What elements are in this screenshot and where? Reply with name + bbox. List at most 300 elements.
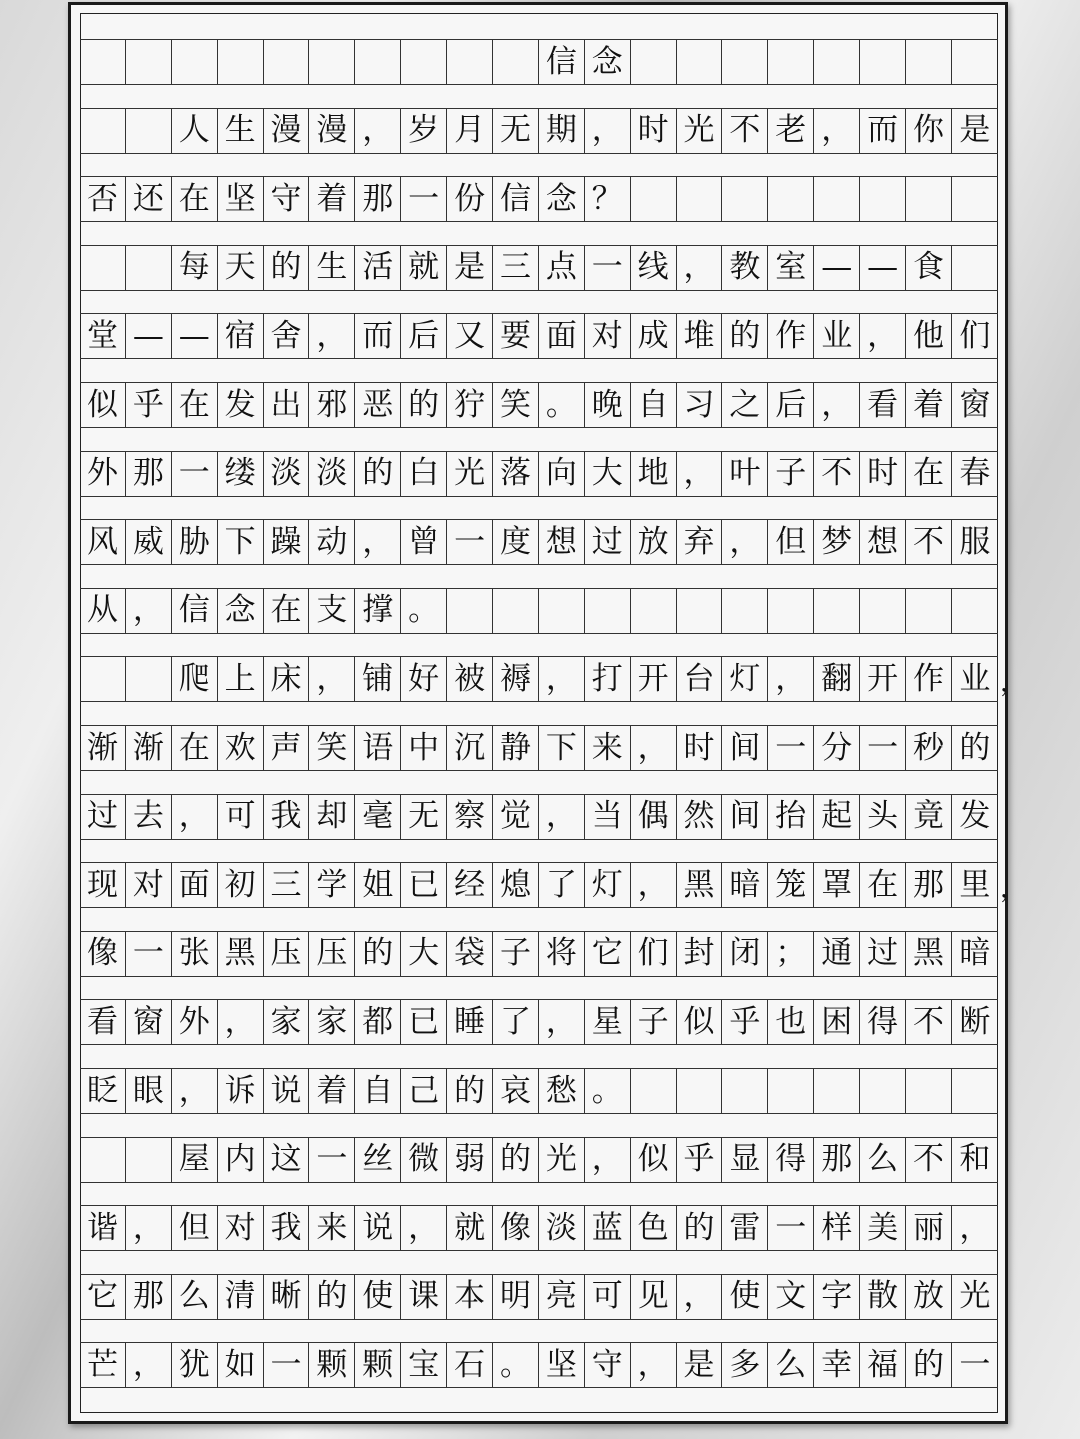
- grid-cell: 床: [264, 657, 310, 701]
- grid-cell: 邪: [309, 383, 355, 427]
- grid-cell: ，: [539, 657, 585, 701]
- grid-cell: 内: [218, 1138, 264, 1182]
- grid-cell: [80, 1138, 126, 1182]
- grid-cell: 发: [959, 798, 991, 835]
- grid-cell: 过: [860, 932, 906, 976]
- grid-cell: 然: [677, 795, 723, 839]
- grid-cell: 分: [814, 726, 860, 770]
- grid-cell: 念: [585, 40, 631, 84]
- grid-cell: [952, 246, 998, 290]
- grid-cell: ，: [539, 1000, 585, 1044]
- grid-cell: [80, 40, 126, 84]
- grid-cell: 无: [401, 795, 447, 839]
- grid-cell: 似: [677, 1000, 723, 1044]
- grid-cell: 一: [447, 520, 493, 564]
- grid-cell: ，: [860, 314, 906, 358]
- grid-cell: 也: [768, 1000, 814, 1044]
- grid-cell: [860, 40, 906, 84]
- grid-cell: 褥: [493, 657, 539, 701]
- grid-cell: ，: [585, 109, 631, 153]
- grid-cell: 下: [539, 726, 585, 770]
- grid-cell: [493, 40, 539, 84]
- grid-cell: [952, 40, 998, 84]
- grid-cell: 使: [355, 1275, 401, 1319]
- grid-cell: 落: [493, 452, 539, 496]
- grid-cell: 过: [80, 795, 126, 839]
- grid-cell: 张: [172, 932, 218, 976]
- grid-cell: 它: [585, 932, 631, 976]
- grid-cell: 雷: [722, 1206, 768, 1250]
- grid-cell: 生: [218, 109, 264, 153]
- grid-cell: [447, 589, 493, 633]
- grid-cell: ？: [585, 177, 631, 221]
- grid-cell: 灯: [585, 863, 631, 907]
- text-row: [80, 999, 998, 1045]
- grid-cell: 压: [309, 932, 355, 976]
- grid-cell: [172, 40, 218, 84]
- grid-cell: [768, 1069, 814, 1113]
- grid-cell: 屋: [172, 1138, 218, 1182]
- grid-cell: 里: [959, 866, 991, 903]
- grid-cell: 察: [447, 795, 493, 839]
- grid-cell: —: [172, 314, 218, 358]
- grid-cell: 胁: [172, 520, 218, 564]
- grid-cell: 压: [264, 932, 310, 976]
- grid-cell: 们: [959, 317, 991, 354]
- grid-cell: 念: [218, 589, 264, 633]
- grid-cell: 想: [860, 520, 906, 564]
- grid-cell: 么: [768, 1343, 814, 1387]
- grid-cell: [768, 40, 814, 84]
- grid-cell: 课: [401, 1275, 447, 1319]
- grid-cell: 可: [585, 1275, 631, 1319]
- grid-cell: 不: [814, 452, 860, 496]
- grid-cell: 缕: [218, 452, 264, 496]
- grid-cell: 宿: [218, 314, 264, 358]
- grid-cell: 的: [355, 932, 401, 976]
- grid-cell: 在: [860, 863, 906, 907]
- grid-cell: 乎: [126, 383, 172, 427]
- grid-cell: 都: [355, 1000, 401, 1044]
- grid-cell: 人: [172, 109, 218, 153]
- grid-cell: 梦: [814, 520, 860, 564]
- grid-cell: ；: [768, 932, 814, 976]
- grid-cell: 成: [631, 314, 677, 358]
- grid-cell: 觉: [493, 795, 539, 839]
- grid-cell: [218, 40, 264, 84]
- grid-cell: 信: [493, 177, 539, 221]
- grid-cell: 文: [768, 1275, 814, 1319]
- grid-cell: [768, 589, 814, 633]
- grid-cell: 的: [309, 1275, 355, 1319]
- grid-cell: 无: [493, 109, 539, 153]
- grid-cell: 室: [768, 246, 814, 290]
- grid-cell: [585, 589, 631, 633]
- grid-cell: [126, 1138, 172, 1182]
- grid-cell: 否: [80, 177, 126, 221]
- text-row: [80, 725, 998, 771]
- grid-cell: 下: [218, 520, 264, 564]
- grid-cell: 堂: [80, 314, 126, 358]
- grid-cell: [906, 1069, 952, 1113]
- grid-cell: ，: [631, 726, 677, 770]
- grid-cell: 。: [585, 1069, 631, 1113]
- text-row: [80, 1068, 998, 1114]
- grid-cell: 爬: [172, 657, 218, 701]
- grid-cell: ，: [126, 1206, 172, 1250]
- grid-cell: [631, 40, 677, 84]
- grid-cell: —: [126, 314, 172, 358]
- grid-cell: 对: [126, 863, 172, 907]
- grid-cell: ，: [722, 520, 768, 564]
- grid-cell: 黑: [677, 863, 723, 907]
- grid-cell: 打: [585, 657, 631, 701]
- grid-cell: ，: [309, 657, 355, 701]
- grid-cell: 学: [309, 863, 355, 907]
- grid-cell: 现: [80, 863, 126, 907]
- grid-cell: 那: [126, 452, 172, 496]
- grid-cell: ，: [814, 383, 860, 427]
- grid-cell: 是: [447, 246, 493, 290]
- grid-cell: ，: [401, 1206, 447, 1250]
- grid-cell: 黑: [906, 932, 952, 976]
- grid-cell: ，: [631, 1343, 677, 1387]
- grid-cell: 淡: [264, 452, 310, 496]
- grid-cell: 通: [814, 932, 860, 976]
- grid-cell: 。: [493, 1343, 539, 1387]
- grid-cell: [401, 40, 447, 84]
- grid-cell: [860, 177, 906, 221]
- grid-cell: ，: [677, 246, 723, 290]
- grid-cell: 微: [401, 1138, 447, 1182]
- grid-cell: 去: [126, 795, 172, 839]
- grid-cell: 子: [631, 1000, 677, 1044]
- title-row: [80, 39, 998, 85]
- grid-cell: 得: [860, 1000, 906, 1044]
- grid-cell: 着: [309, 177, 355, 221]
- grid-cell: 而: [355, 314, 401, 358]
- text-row: [80, 931, 998, 977]
- grid-cell: 从: [80, 589, 126, 633]
- grid-cell: 宝: [401, 1343, 447, 1387]
- grid-cell: 。: [539, 383, 585, 427]
- grid-cell: [814, 177, 860, 221]
- grid-cell: 淡: [309, 452, 355, 496]
- grid-cell: 生: [309, 246, 355, 290]
- text-row: [80, 794, 998, 840]
- grid-cell: 来: [585, 726, 631, 770]
- grid-cell: [952, 589, 998, 633]
- grid-cell: 颗: [309, 1343, 355, 1387]
- grid-cell: 三: [493, 246, 539, 290]
- grid-cell: 每: [172, 246, 218, 290]
- grid-cell: 像: [80, 932, 126, 976]
- grid-cell: 字: [814, 1275, 860, 1319]
- grid-cell: 间: [722, 726, 768, 770]
- grid-cell: 一: [264, 1343, 310, 1387]
- grid-cell: 笑: [309, 726, 355, 770]
- grid-cell: 光: [959, 1278, 991, 1315]
- grid-cell: [309, 40, 355, 84]
- grid-cell: 丽: [906, 1206, 952, 1250]
- grid-cell: 的: [493, 1138, 539, 1182]
- grid-cell: 笑: [493, 383, 539, 427]
- grid-cell: 黑: [218, 932, 264, 976]
- grid-cell: 那: [906, 863, 952, 907]
- grid-cell: 沉: [447, 726, 493, 770]
- grid-cell: 一: [768, 1206, 814, 1250]
- grid-cell: 支: [309, 589, 355, 633]
- grid-cell: 蓝: [585, 1206, 631, 1250]
- grid-cell: 颗: [355, 1343, 401, 1387]
- grid-cell: 守: [264, 177, 310, 221]
- grid-cell: 作: [906, 657, 952, 701]
- grid-cell: 舍: [264, 314, 310, 358]
- grid-cell: 子: [768, 452, 814, 496]
- text-row: [80, 588, 998, 634]
- grid-cell: ，: [355, 109, 401, 153]
- grid-cell: ，: [126, 589, 172, 633]
- grid-cell: 恶: [355, 383, 401, 427]
- grid-cell: [952, 1069, 998, 1113]
- grid-cell: [677, 40, 723, 84]
- grid-cell: 月: [447, 109, 493, 153]
- grid-cell: 明: [493, 1275, 539, 1319]
- grid-cell: 的: [677, 1206, 723, 1250]
- grid-cell: [80, 657, 126, 701]
- grid-cell: 眨: [80, 1069, 126, 1113]
- grid-cell: 念: [539, 177, 585, 221]
- grid-cell: ，: [126, 1343, 172, 1387]
- overflow-punctuation: ，: [1000, 668, 1027, 699]
- grid-cell: 光: [677, 109, 723, 153]
- grid-cell: 叶: [722, 452, 768, 496]
- grid-cell: 你: [906, 109, 952, 153]
- grid-cell: 。: [401, 589, 447, 633]
- grid-cell: 抬: [768, 795, 814, 839]
- grid-cell: 后: [768, 383, 814, 427]
- grid-cell: 信: [539, 40, 585, 84]
- grid-cell: [493, 589, 539, 633]
- grid-cell: [768, 177, 814, 221]
- grid-cell: 说: [355, 1206, 401, 1250]
- grid-cell: 一: [768, 726, 814, 770]
- grid-cell: [906, 589, 952, 633]
- grid-cell: 在: [172, 726, 218, 770]
- grid-cell: 么: [860, 1138, 906, 1182]
- grid-cell: 要: [493, 314, 539, 358]
- grid-cell: 业: [814, 314, 860, 358]
- grid-cell: 的: [722, 314, 768, 358]
- grid-cell: 子: [493, 932, 539, 976]
- grid-cell: 来: [309, 1206, 355, 1250]
- grid-cell: 风: [80, 520, 126, 564]
- grid-cell: 本: [447, 1275, 493, 1319]
- grid-cell: 自: [631, 383, 677, 427]
- grid-cell: 我: [264, 795, 310, 839]
- grid-cell: 发: [218, 383, 264, 427]
- grid-cell: [906, 177, 952, 221]
- grid-cell: 一: [860, 726, 906, 770]
- grid-cell: 的: [264, 246, 310, 290]
- grid-cell: [126, 109, 172, 153]
- grid-cell: 他: [906, 314, 952, 358]
- grid-cell: 可: [218, 795, 264, 839]
- grid-cell: [722, 589, 768, 633]
- grid-cell: 己: [401, 1069, 447, 1113]
- grid-cell: 放: [906, 1275, 952, 1319]
- grid-cell: 面: [539, 314, 585, 358]
- grid-cell: [860, 589, 906, 633]
- grid-cell: 台: [677, 657, 723, 701]
- text-row: [80, 176, 998, 222]
- grid-cell: ，: [959, 1209, 991, 1246]
- grid-cell: 不: [906, 520, 952, 564]
- grid-cell: 初: [218, 863, 264, 907]
- grid-cell: 漫: [264, 109, 310, 153]
- grid-cell: 守: [585, 1343, 631, 1387]
- grid-cell: 样: [814, 1206, 860, 1250]
- grid-cell: 了: [493, 1000, 539, 1044]
- grid-cell: 的: [401, 383, 447, 427]
- grid-cell: 在: [906, 452, 952, 496]
- grid-cell: ，: [631, 863, 677, 907]
- grid-cell: 竟: [906, 795, 952, 839]
- grid-cell: 一: [172, 452, 218, 496]
- grid-cell: 期: [539, 109, 585, 153]
- grid-cell: 晰: [264, 1275, 310, 1319]
- grid-cell: 家: [264, 1000, 310, 1044]
- grid-cell: 那: [814, 1138, 860, 1182]
- grid-cell: [677, 589, 723, 633]
- grid-cell: 但: [172, 1206, 218, 1250]
- grid-cell: —: [814, 246, 860, 290]
- grid-cell: 放: [631, 520, 677, 564]
- grid-cell: 不: [722, 109, 768, 153]
- grid-cell: 弱: [447, 1138, 493, 1182]
- text-row: [80, 108, 998, 154]
- grid-cell: 中: [401, 726, 447, 770]
- overflow-punctuation: ，: [1000, 874, 1027, 905]
- grid-cell: ，: [218, 1000, 264, 1044]
- grid-cell: 已: [401, 1000, 447, 1044]
- grid-cell: 躁: [264, 520, 310, 564]
- grid-cell: 翻: [814, 657, 860, 701]
- grid-cell: [722, 177, 768, 221]
- grid-cell: 出: [264, 383, 310, 427]
- grid-cell: 经: [447, 863, 493, 907]
- grid-cell: 天: [218, 246, 264, 290]
- grid-cell: 时: [631, 109, 677, 153]
- grid-cell: 弃: [677, 520, 723, 564]
- grid-cell: 却: [309, 795, 355, 839]
- grid-cell: 还: [126, 177, 172, 221]
- grid-cell: 们: [631, 932, 677, 976]
- text-row: [80, 313, 998, 359]
- grid-cell: 多: [722, 1343, 768, 1387]
- grid-cell: 诉: [218, 1069, 264, 1113]
- grid-cell: [952, 177, 998, 221]
- grid-cell: 被: [447, 657, 493, 701]
- grid-cell: 业: [959, 660, 991, 697]
- grid-cell: 了: [539, 863, 585, 907]
- grid-cell: [631, 589, 677, 633]
- grid-cell: 声: [264, 726, 310, 770]
- grid-cell: 我: [264, 1206, 310, 1250]
- grid-cell: 像: [493, 1206, 539, 1250]
- grid-cell: ，: [585, 1138, 631, 1182]
- grid-cell: [722, 40, 768, 84]
- grid-cell: 说: [264, 1069, 310, 1113]
- grid-cell: 想: [539, 520, 585, 564]
- grid-cell: 乎: [677, 1138, 723, 1182]
- grid-cell: 食: [906, 246, 952, 290]
- grid-cell: 暗: [959, 935, 991, 972]
- grid-cell: 地: [631, 452, 677, 496]
- grid-cell: ，: [539, 795, 585, 839]
- grid-cell: 着: [906, 383, 952, 427]
- grid-cell: [860, 1069, 906, 1113]
- grid-cell: [355, 40, 401, 84]
- grid-cell: 对: [218, 1206, 264, 1250]
- grid-cell: 开: [631, 657, 677, 701]
- grid-cell: 语: [355, 726, 401, 770]
- text-row: [80, 1342, 998, 1388]
- grid-cell: 似: [80, 383, 126, 427]
- grid-cell: 坚: [218, 177, 264, 221]
- text-row: [80, 519, 998, 565]
- grid-cell: 谐: [80, 1206, 126, 1250]
- grid-cell: 这: [264, 1138, 310, 1182]
- grid-cell: 大: [401, 932, 447, 976]
- grid-cell: 而: [860, 109, 906, 153]
- grid-cell: 一: [959, 1346, 991, 1383]
- grid-cell: 就: [401, 246, 447, 290]
- grid-cell: 色: [631, 1206, 677, 1250]
- grid-cell: 偶: [631, 795, 677, 839]
- grid-cell: 头: [860, 795, 906, 839]
- grid-cell: 的: [447, 1069, 493, 1113]
- grid-cell: 时: [677, 726, 723, 770]
- grid-cell: 是: [959, 112, 991, 149]
- grid-cell: 使: [722, 1275, 768, 1319]
- grid-cell: ，: [768, 657, 814, 701]
- grid-cell: 就: [447, 1206, 493, 1250]
- grid-cell: 上: [218, 657, 264, 701]
- grid-cell: ，: [309, 314, 355, 358]
- grid-cell: 铺: [355, 657, 401, 701]
- grid-cell: 面: [172, 863, 218, 907]
- grid-cell: 秒: [906, 726, 952, 770]
- grid-cell: 后: [401, 314, 447, 358]
- grid-cell: 美: [860, 1206, 906, 1250]
- grid-cell: ，: [677, 452, 723, 496]
- grid-cell: —: [860, 246, 906, 290]
- grid-cell: 家: [309, 1000, 355, 1044]
- grid-cell: 晚: [585, 383, 631, 427]
- grid-cell: 星: [585, 1000, 631, 1044]
- text-row: [80, 656, 998, 702]
- grid-cell: 份: [447, 177, 493, 221]
- grid-cell: ，: [172, 1069, 218, 1113]
- grid-cell: 那: [355, 177, 401, 221]
- grid-cell: [539, 589, 585, 633]
- grid-cell: [814, 40, 860, 84]
- grid-cell: 清: [218, 1275, 264, 1319]
- grid-cell: [80, 246, 126, 290]
- grid-cell: 如: [218, 1343, 264, 1387]
- grid-cell: [677, 177, 723, 221]
